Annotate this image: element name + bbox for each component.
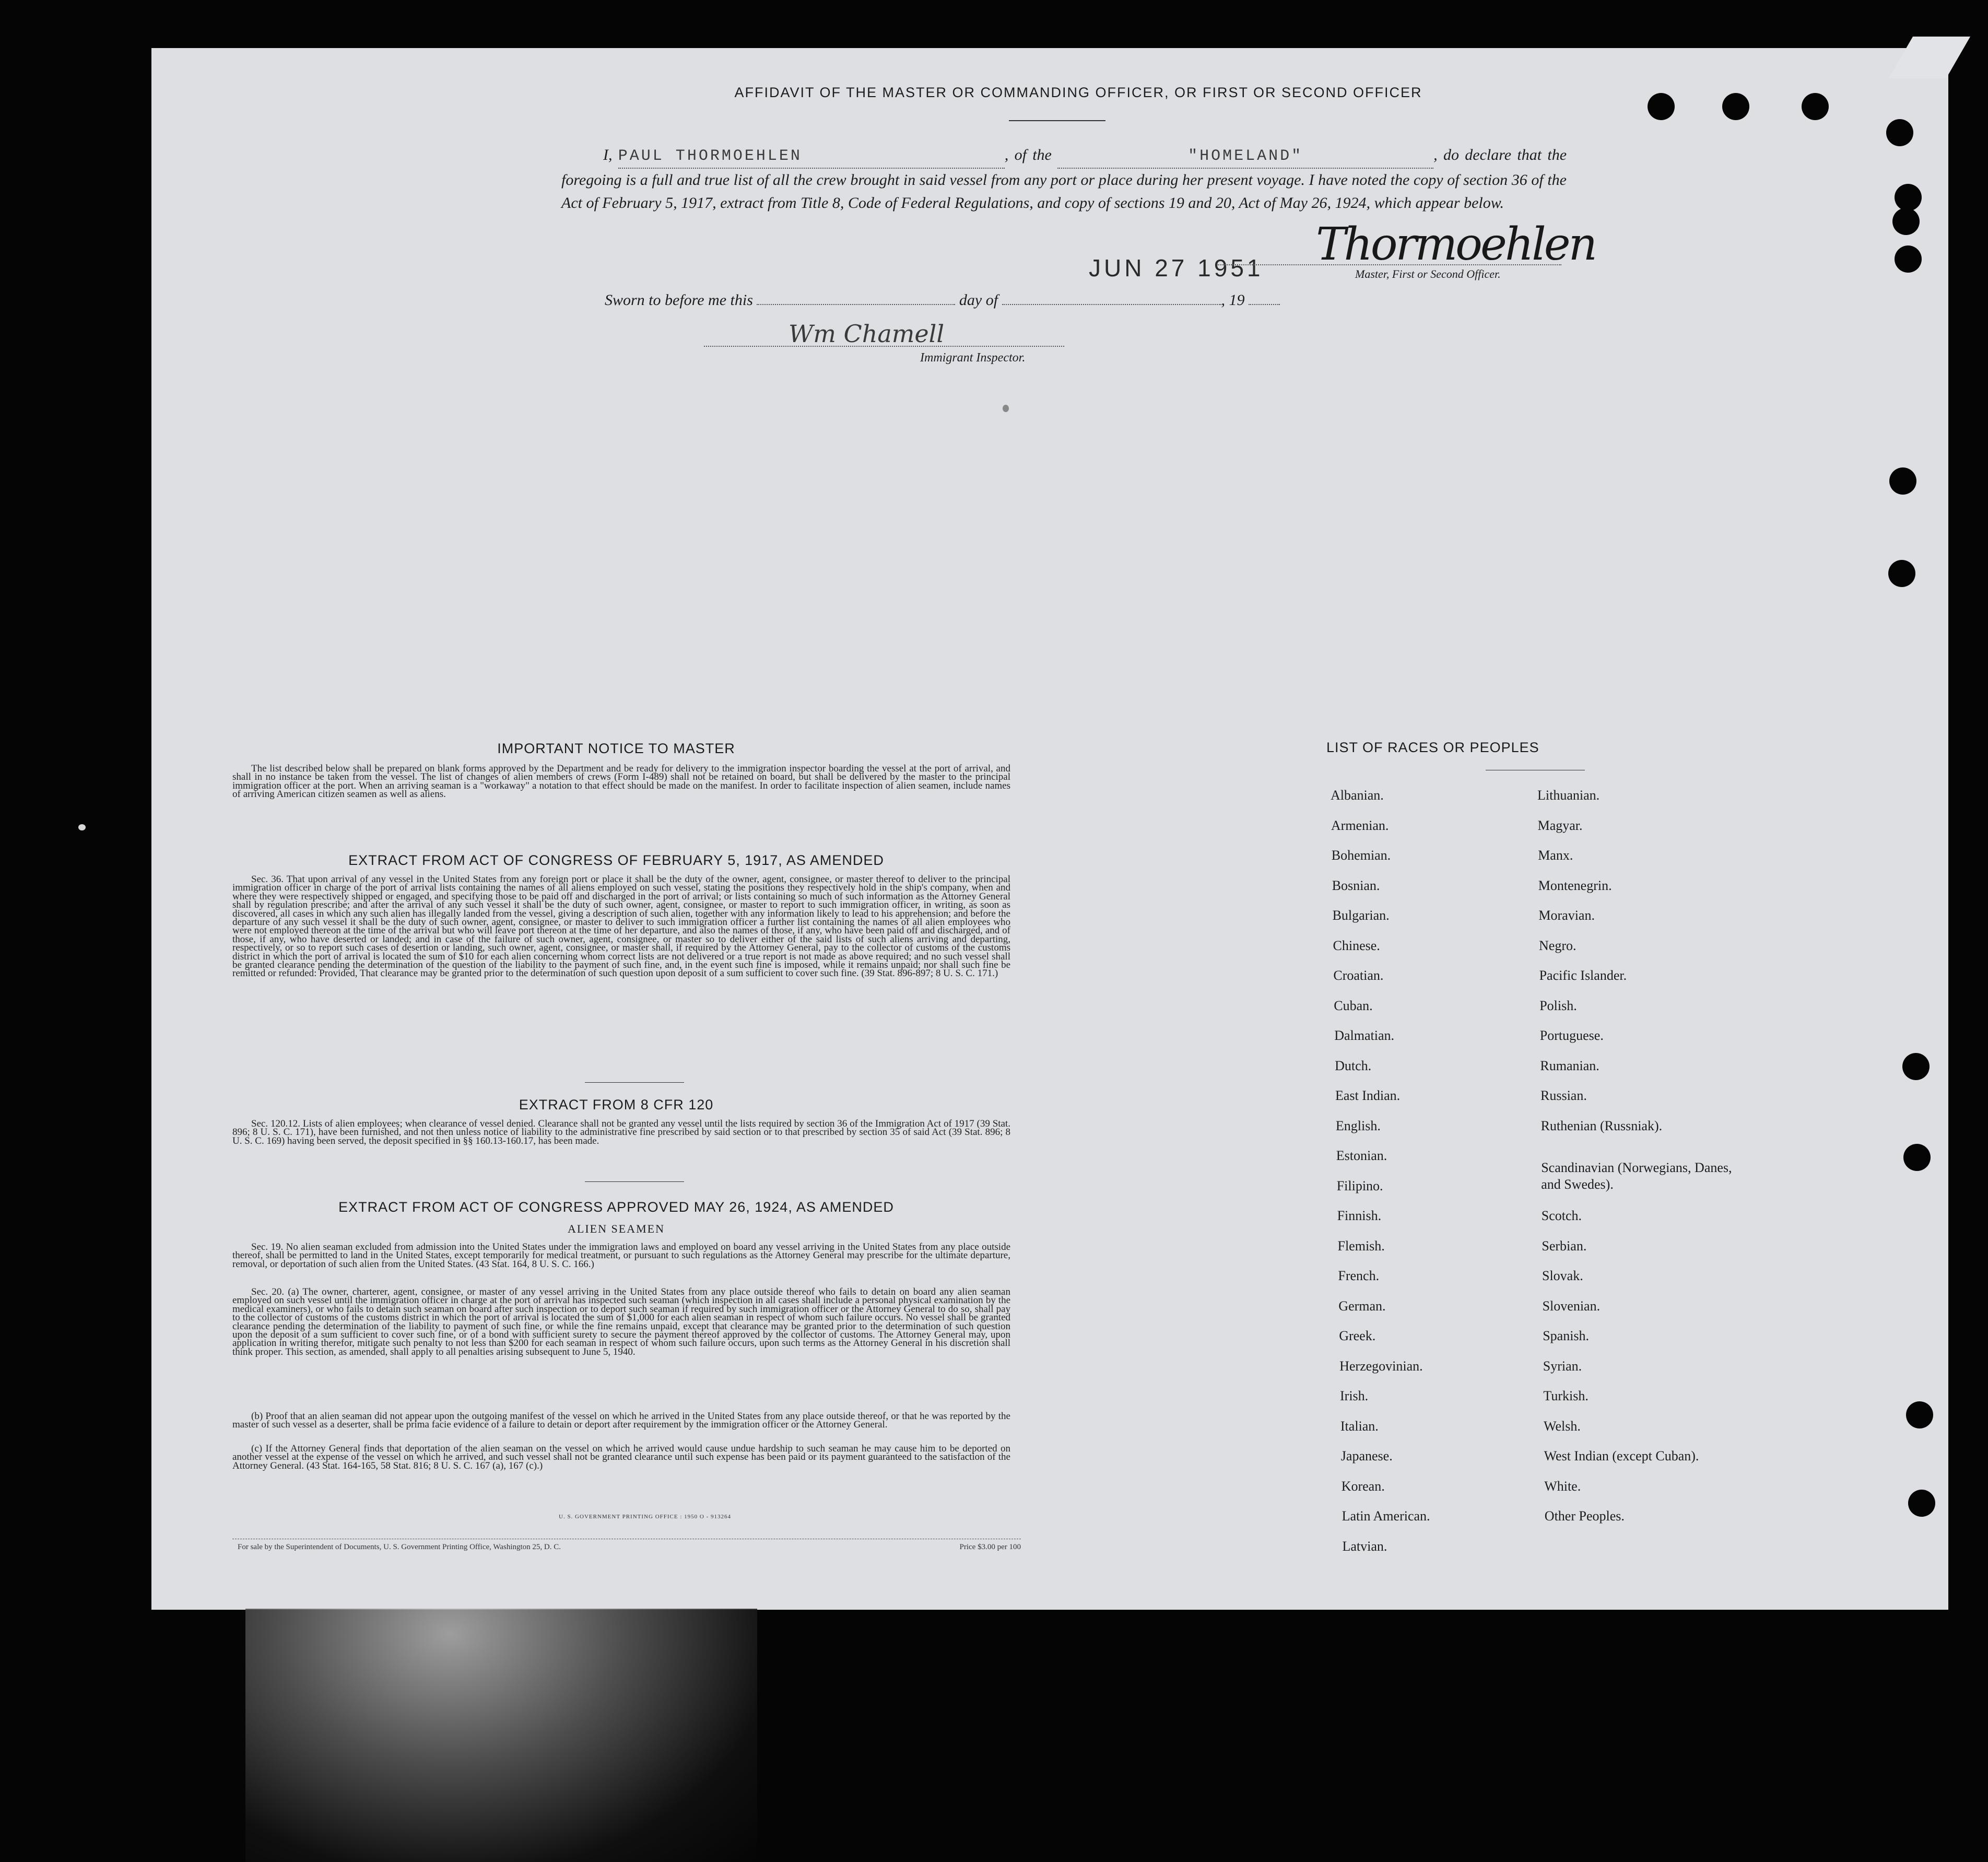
decl-i: I, [603,146,613,163]
sec20a-body: Sec. 20. (a) The owner, charterer, agent, consignee, or master of any vessel arriving in the United States from any place outside thereof who fails to detain on board any alien seaman employed on such vessel until the immigration officer in charge at the port of arrival has inspected such seaman (which inspection in all cases shall include a personal physical examination by the medical examiners), or who fails to detain such seaman on board after such inspection or to deport such seaman if required by such immigration officer or the Attorney General to do so, shall pay to the collector of customs of the customs district in which the port of arrival is located the sum of $1,000 for each alien seaman in respect of whom such failure occurs. No vessel shall be granted clearance pending the determination of the liability to payment of such fine, or while the fine remains unpaid, except that clearance may be granted prior to the determination of such question upon the deposit of a sum sufficient to cover such fine, or of a bond with sufficient surety to secure the payment thereof approved by the collector of customs. The Attorney General may, upon application in writing therefor, mitigate such penalty to not less than $200 for each seaman in respect of whom such failure occurs, upon such terms as the Attorney General in his discretion shall think proper. This section, as amended, shall apply to all penalties arising subsequent to June 5, 1940. [232,1286,1010,1357]
race-item: Cuban. [1334,998,1373,1013]
sworn-line [605,291,1280,309]
punch-hole [1895,245,1922,273]
race-item: Polish. [1539,998,1577,1013]
notice-heading: IMPORTANT NOTICE TO MASTER [497,741,735,756]
title-divider [1009,120,1105,121]
punch-hole [1886,119,1913,146]
inspector-label: Immigrant Inspector. [920,351,1026,365]
sale-notice: For sale by the Superintendent of Documents, U. S. Government Printing Office, Washington 25, D. C. [238,1543,561,1551]
folded-corner [1889,37,1970,78]
race-item: Japanese. [1340,1448,1393,1463]
punch-hole [1906,1401,1933,1428]
race-item: Croatian. [1333,968,1384,983]
sec20b-body: (b) Proof that an alien seaman did not appear upon the outgoing manifest of the vessel on which he arrived in the United States from any place outside thereof, or that he was reported by the master of such vessel as a deserter, shall be prima facie evidence of a failure to detain or deport after requirement by the immigration officer or the Attorney General. [232,1411,1010,1431]
punch-hole [1888,560,1915,587]
race-item: Dalmatian. [1334,1028,1394,1043]
race-item: Rumanian. [1540,1058,1599,1073]
race-item: Chinese. [1333,938,1380,953]
declaration-text [561,144,1567,215]
race-item: Scotch. [1541,1208,1582,1223]
race-item: Negro. [1539,938,1577,953]
race-item: Filipino. [1336,1178,1383,1193]
race-item: Finnish. [1337,1208,1382,1223]
punch-hole [1902,1053,1930,1080]
race-item: East Indian. [1335,1088,1401,1103]
price-notice: Price $3.00 per 100 [959,1543,1021,1551]
scan-speck [78,824,86,830]
race-item: Slovenian. [1542,1298,1601,1314]
race-item: Lithuanian. [1537,788,1600,803]
race-item: Manx. [1538,848,1573,863]
race-item: German. [1338,1298,1386,1314]
race-item: Dutch. [1335,1058,1372,1073]
scan-shadow [245,1609,757,1862]
race-item: Irish. [1340,1388,1369,1403]
extract-1917-body: Sec. 36. That upon arrival of any vessel in the United States from any foreign port or place it shall be the duty of the owner, agent, consignee, or master thereof to deliver to the principal immigration officer in charge of the port of arrival lists containing the names of all aliens employed on such vessel, stating the positions they respectively hold in the ship's company, when and where they were respectively shipped or engaged, and specifying those to be paid off and discharged in the port of arrival; or lists containing so much of such information as the Attorney General shall by regulation prescribe; and after the arrival of any such vessel it shall be the duty of such owner, agent, consignee, or master to report to such immigration officer, in writing, as soon as discovered, all cases in which any such alien has illegally landed from the vessel, giving a description of such alien, together with any information likely to lead to his apprehension; and before the departure of any such vessel it shall be the duty of such owner, agent, consignee, or master to deliver to such immigration officer a further list containing the names of all alien employees who were not employed thereon at the time of the arrival but who will leave port thereon at the time of her departure, and also the names of those, if any, who have been paid off and discharged, and of those, if any, who have deserted or landed; and in case of the failure of such owner, agent, consignee, or master so to deliver either of the said lists of such aliens arriving and departing, respectively, or so to report such cases of desertion or landing, such owner, agent, consignee, or master shall, if required by the Attorney General, pay to the collector of customs of the customs district in which the port of arrival is located the sum of $10 for each alien concerning whom correct lists are not delivered or a true report is not made as above required; and no such vessel shall be granted clearance pending the determination of the question of the liability to the payment of such fine, and, in the event such fine is imposed, while it remains unpaid; nor shall such fine be remitted or refunded: Provided, That clearance may be granted prior to the determination of such question upon deposit of a sum sufficient to cover such fine. (39 Stat. 896-897; 8 U. S. C. 171.) [232,874,1010,979]
race-item: Bosnian. [1332,877,1380,893]
race-item: Albanian. [1331,788,1384,803]
sworn-day-blank [757,304,955,305]
scan-speck [1003,405,1009,412]
race-item: Armenian. [1331,817,1389,833]
master-name: PAUL THORMOEHLEN [618,145,1005,169]
sworn-month-blank [1002,304,1221,305]
race-item: Turkish. [1543,1388,1589,1403]
decl-body: that the foregoing is a full and true list of all the crew brought in said vessel from any port or place during her present voyage. I have noted the copy of section 36 of the Act of February 5, 1917, extract from Title 8, Code of Federal Regulations, and copy of sections 19 and 20, Act of May 26, 1924, which appear below. [561,146,1567,212]
race-item: Russian. [1540,1088,1587,1103]
sworn-text-a: Sworn to before me this [605,291,753,309]
race-item: Latvian. [1342,1538,1387,1554]
master-signature: Thormoehlen [1316,218,1596,271]
race-item: French. [1338,1268,1380,1283]
race-item: Portuguese. [1539,1028,1604,1043]
cfr-heading: EXTRACT FROM 8 CFR 120 [519,1097,714,1112]
alien-seamen-subheading: ALIEN SEAMEN [568,1222,665,1235]
race-item: Scandinavian (Norwegians, Danes, and Swedes). [1541,1160,1732,1192]
race-item: Slovak. [1542,1268,1583,1283]
race-item: Latin American. [1342,1508,1430,1524]
sworn-year-blank [1249,304,1280,305]
punch-hole [1895,184,1922,211]
inspector-signature: Wm Chamell [789,320,945,348]
punch-hole [1908,1490,1935,1517]
master-label: Master, First or Second Officer. [1355,267,1501,280]
notice-body: The list described below shall be prepared on blank forms approved by the Department and be ready for delivery to the immigration inspector boarding the vessel at the port of arrival, and shall in no instance be taken from the vessel. The list of changes of alien members of crews (Form I-489) shall not be retained on board, but shall be delivered by the master to the principal immigration officer at the port. When an arriving seaman is a "workaway" a notation to that effect should be made on the manifest. In order to facilitate inspection of alien seamen, include names of arriving American citizen seamen as well as aliens. [232,763,1010,800]
vessel-name: "HOMELAND" [1057,145,1433,169]
race-item: Other Peoples. [1544,1508,1625,1524]
race-item: Bulgarian. [1332,908,1390,923]
race-item: Herzegovinian. [1339,1358,1423,1374]
sale-footer [238,1543,1021,1552]
race-item: Bohemian. [1331,848,1391,863]
sec20c-body: (c) If the Attorney General finds that deportation of the alien seaman on the vessel on which he arrived would cause undue hardship to such seaman he may cause him to be deported on another vessel at the expense of the vessel on which he arrived, and such vessel shall not be granted clearance until such expense has been paid or its payment guaranteed to the satisfaction of the Attorney General. (43 Stat. 164-165, 58 Stat. 816; 8 U. S. C. 167 (a), 167 (c).) [232,1443,1010,1471]
race-item: West Indian (except Cuban). [1544,1448,1699,1463]
sworn-text-c: , 19 [1221,291,1245,309]
punch-hole [1892,208,1920,235]
section-divider [585,1082,684,1083]
race-item: Greek. [1339,1328,1376,1343]
race-item: Serbian. [1542,1238,1587,1254]
race-item: Syrian. [1543,1358,1582,1374]
race-item: Moravian. [1538,908,1595,923]
race-item: White. [1544,1478,1581,1494]
date-stamp: JUN 27 1951 [1089,254,1264,282]
races-heading: LIST OF RACES OR PEOPLES [1326,740,1539,755]
sworn-text-b: day of [959,291,998,309]
section-divider [585,1181,684,1182]
race-item: Magyar. [1537,817,1583,833]
cfr-body: Sec. 120.12. Lists of alien employees; when clearance of vessel denied. Clearance shall not be granted any vessel until the lists required by section 36 of the Immigration Act of 1917 (39 Stat. 896; 8 U. S. C. 171), have been furnished, and not then unless notice of liability to the administrative fine prescribed by said section or to that prescribed by section 35 of said Act (39 Stat. 896; 8 U. S. C. 169) having been served, the deposit specified in §§ 160.13-160.17, has been made. [232,1118,1010,1146]
race-item: Korean. [1341,1478,1385,1494]
punch-hole [1722,93,1749,120]
inspector-signature-line [704,346,1064,347]
race-item: Flemish. [1337,1238,1385,1254]
extract-1917-heading: EXTRACT FROM ACT OF CONGRESS OF FEBRUARY 5, 1917, AS AMENDED [348,852,884,868]
punch-hole [1903,1144,1931,1171]
race-item: Spanish. [1543,1328,1590,1343]
race-item: Italian. [1340,1418,1379,1434]
gpo-imprint: U. S. GOVERNMENT PRINTING OFFICE : 1950 O - 913264 [559,1514,732,1520]
punch-hole [1648,93,1675,120]
punch-hole [1802,93,1829,120]
document-sheet [151,48,1948,1610]
race-item: Ruthenian (Russniak). [1540,1118,1663,1133]
race-item: Welsh. [1544,1418,1581,1434]
sec19-body: Sec. 19. No alien seaman excluded from admission into the United States under the immigration laws and employed on board any vessel arriving in the United States from any place outside thereof, shall be permitted to land in the United States, except temporarily for medical treatment, or pursuant to such regulations as the Attorney General may prescribe for the ultimate departure, removal, or deportation of such alien from the United States. (43 Stat. 164, 8 U. S. C. 166.) [232,1242,1010,1270]
punch-hole [1889,467,1916,495]
affidavit-title: AFFIDAVIT OF THE MASTER OR COMMANDING OFFICER, OR FIRST OR SECOND OFFICER [734,85,1422,100]
extract-1924-heading: EXTRACT FROM ACT OF CONGRESS APPROVED MAY 26, 1924, AS AMENDED [338,1199,894,1215]
decl-of-the: , of the [1004,146,1052,163]
decl-declare: , do declare [1433,146,1512,163]
race-item: Pacific Islander. [1539,968,1627,983]
race-item: English. [1335,1118,1381,1133]
race-item: Montenegrin. [1538,877,1612,893]
race-item: Estonian. [1336,1148,1387,1163]
